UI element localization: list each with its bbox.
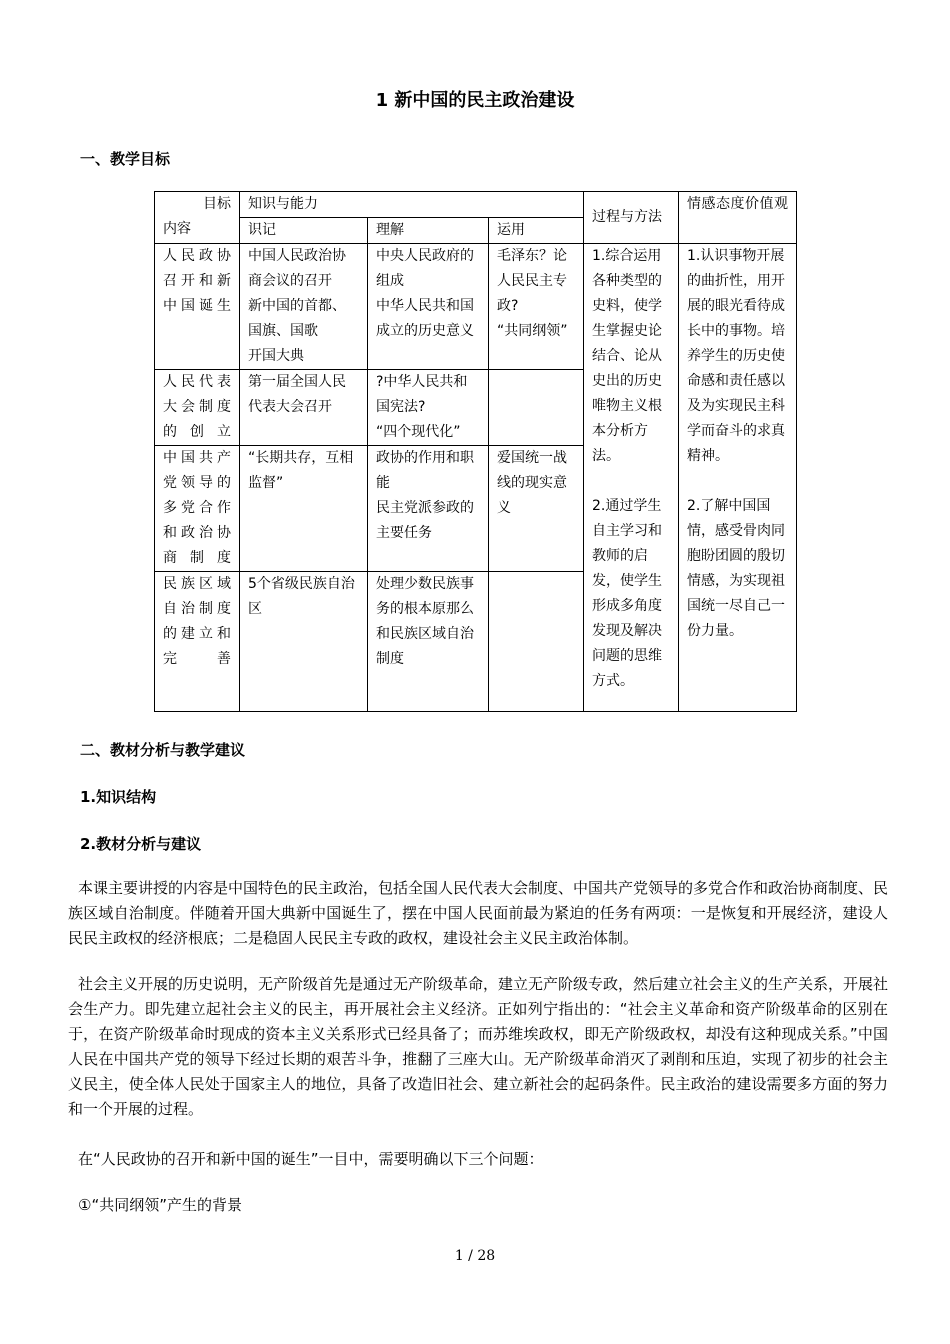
- corner-header-cell: [155, 192, 240, 244]
- apply-cell: 毛泽东？论人民民主专政? “共同纲领”: [489, 244, 584, 370]
- subheading-knowledge-structure: 1.知识结构: [80, 788, 157, 806]
- topic-cell: 中国共产党领导的多党合作和政治协商制度: [155, 446, 240, 572]
- understand-cell: 政协的作用和职能 民主党派参政的主要任务: [368, 446, 489, 572]
- knowledge-ability-header: 知识与能力: [240, 192, 584, 218]
- apply-cell: 爱国统一战线的现实意义: [489, 446, 584, 572]
- page-number: 1 / 28: [454, 1248, 496, 1264]
- process-method-header: 过程与方法: [584, 192, 679, 244]
- page-title: 1 新中国的民主政治建设: [375, 90, 575, 111]
- topic-cell: 人民政协召开和新中国诞生: [155, 244, 240, 370]
- apply-cell: [489, 572, 584, 712]
- section-heading-objectives: 一、教学目标: [80, 150, 171, 168]
- understand-cell: ?中华人民共和国宪法? “四个现代化”: [368, 370, 489, 446]
- apply-cell: [489, 370, 584, 446]
- recall-cell: 中国人民政治协商会议的召开 新中国的首都、国旗、国歌 开国大典: [240, 244, 368, 370]
- paragraph: 本课主要讲授的内容是中国特色的民主政治，包括全国人民代表大会制度、中国共产党领导的多党合作和政治协商制度、民族区域自治制度。伴随着开国大典新中国诞生了，摆在中国人民面前最为紧迫的任务有两项：一是恢复和开展经济，建设人民民主政权的经济根底；二是稳固人民民主专政的政权，建设社会主义民主政治体制。: [68, 879, 889, 947]
- recall-cell: 5个省级民族自治区: [240, 572, 368, 712]
- recall-header: 识记: [240, 218, 368, 244]
- apply-header: 运用: [489, 218, 584, 244]
- attitude-values-cell: 1.认识事物开展的曲折性，用开展的眼光看待成长中的事物。培养学生的历史使命感和责任感以及为实现民主科学而奋斗的求真精神。 2.了解中国国情，感受骨肉同胞盼团圆的殷切情感，为实现祖国统一尽自己一份力量。: [679, 244, 797, 712]
- recall-cell: 第一届全国人民代表大会召开: [240, 370, 368, 446]
- topic-cell: 民族区域自治制度的建立和完善: [155, 572, 240, 712]
- paragraph: 在“人民政协的召开和新中国的诞生”一目中，需要明确以下三个问题：: [78, 1150, 544, 1168]
- subheading-analysis-suggestions: 2.教材分析与建议: [80, 835, 202, 853]
- objectives-table: [154, 191, 797, 712]
- understand-header: 理解: [368, 218, 489, 244]
- attitude-values-header: 情感态度价值观: [679, 192, 797, 244]
- corner-header-bottom: 内容: [163, 221, 191, 237]
- paragraph: 社会主义开展的历史说明，无产阶级首先是通过无产阶级革命，建立无产阶级专政，然后建立社会主义的生产关系，开展社会生产力。即先建立起社会主义的民主，再开展社会主义经济。正如列宁指出的：“社会主义革命和资产阶级革命的区别在于，在资产阶级革命时现成的资本主义关系形式已经具备了；而苏维埃政权，即无产阶级政权，却没有这种现成关系。”中国人民在中国共产党的领导下经过长期的艰苦斗争，推翻了三座大山。无产阶级革命消灭了剥削和压迫，实现了初步的社会主义民主，使全体人民处于国家主人的地位，具备了改造旧社会、建立新社会的起码条件。民主政治的建设需要多方面的努力和一个开展的过程。: [68, 975, 889, 1118]
- corner-header-top: 目标: [203, 196, 231, 212]
- understand-cell: 处理少数民族事务的根本原那么和民族区域自治制度: [368, 572, 489, 712]
- topic-cell: 人民代表大会制度的创立: [155, 370, 240, 446]
- list-item: ①“共同纲领”产生的背景: [78, 1196, 242, 1214]
- process-method-cell: 1.综合运用各种类型的史料，使学生掌握史论结合、论从史出的历史唯物主义根本分析方法。 2.通过学生自主学习和教师的启发，使学生形成多角度发现及解决问题的思维方式。: [584, 244, 679, 712]
- recall-cell: “长期共存，互相监督”: [240, 446, 368, 572]
- understand-cell: 中央人民政府的组成 中华人民共和国成立的历史意义: [368, 244, 489, 370]
- section-heading-analysis: 二、教材分析与教学建议: [80, 741, 246, 759]
